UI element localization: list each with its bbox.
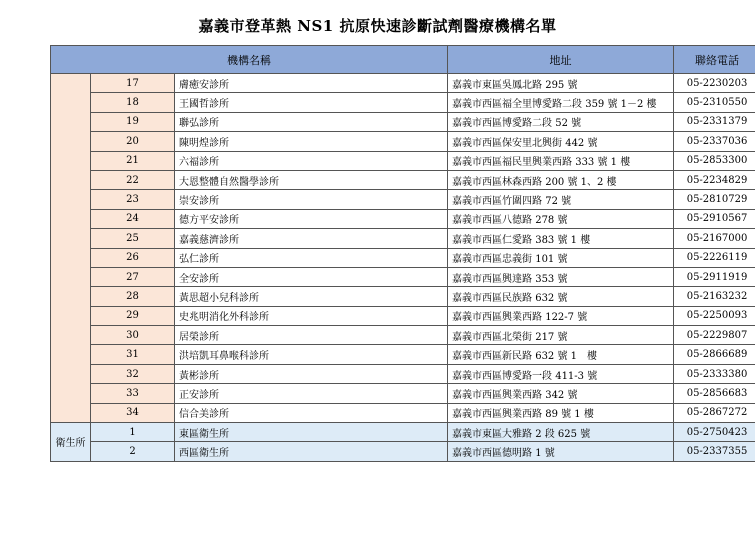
institution-address: 嘉義市西區德明路 1 號 (448, 442, 674, 461)
institution-name: 崇安診所 (175, 190, 448, 209)
row-number: 2 (91, 442, 175, 461)
institution-phone: 05-2333380 (674, 364, 755, 383)
row-number: 27 (91, 267, 175, 286)
institution-phone: 05-2167000 (674, 229, 755, 248)
table-row (51, 267, 755, 286)
table-row (51, 345, 755, 364)
institution-phone: 05-2856683 (674, 384, 755, 403)
row-number: 33 (91, 384, 175, 403)
table-body (51, 74, 755, 462)
row-number: 31 (91, 345, 175, 364)
row-number: 25 (91, 229, 175, 248)
institution-phone: 05-2229807 (674, 326, 755, 345)
institution-phone: 05-2230203 (674, 74, 755, 93)
row-number: 28 (91, 287, 175, 306)
institution-phone: 05-2331379 (674, 112, 755, 131)
table-row (51, 442, 755, 461)
table-row (51, 364, 755, 383)
institution-phone: 05-2163232 (674, 287, 755, 306)
institution-address: 嘉義市西區北榮街 217 號 (448, 326, 674, 345)
table-row (51, 229, 755, 248)
institution-name: 東區衛生所 (175, 423, 448, 442)
institution-name: 洪培凱耳鼻喉科診所 (175, 345, 448, 364)
institution-name: 大恩整體自然醫學診所 (175, 170, 448, 189)
table-row (51, 112, 755, 131)
table-row (51, 74, 755, 93)
row-number: 24 (91, 209, 175, 228)
institution-address: 嘉義市西區興業西路 89 號 1 樓 (448, 403, 674, 422)
row-number: 29 (91, 306, 175, 325)
institution-address: 嘉義市東區吳鳳北路 295 號 (448, 74, 674, 93)
table-row (51, 384, 755, 403)
row-number: 32 (91, 364, 175, 383)
institution-name: 王國哲診所 (175, 93, 448, 112)
table-row (51, 287, 755, 306)
table-row (51, 403, 755, 422)
institution-address: 嘉義市西區保安里北興街 442 號 (448, 132, 674, 151)
institution-phone: 05-2750423 (674, 423, 755, 442)
table-row (51, 326, 755, 345)
institution-address: 嘉義市西區林森西路 200 號 1、2 樓 (448, 170, 674, 189)
row-number: 34 (91, 403, 175, 422)
row-number: 19 (91, 112, 175, 131)
clinic-group-cell (51, 74, 91, 423)
institution-address: 嘉義市西區福民里興業西路 333 號 1 樓 (448, 151, 674, 170)
table-row (51, 306, 755, 325)
institution-name: 正安診所 (175, 384, 448, 403)
table-row (51, 248, 755, 267)
row-number: 21 (91, 151, 175, 170)
institution-name: 黃思超小兒科診所 (175, 287, 448, 306)
row-number: 18 (91, 93, 175, 112)
institution-name: 陳明煌診所 (175, 132, 448, 151)
institution-phone: 05-2866689 (674, 345, 755, 364)
institution-address: 嘉義市西區忠義街 101 號 (448, 248, 674, 267)
table-row (51, 151, 755, 170)
health-group-label: 衛生所 (51, 423, 91, 462)
table-row (51, 132, 755, 151)
institution-name: 黃彬診所 (175, 364, 448, 383)
table-row (51, 190, 755, 209)
institution-address: 嘉義市東區大雅路 2 段 625 號 (448, 423, 674, 442)
institution-name: 嘉義慈濟診所 (175, 229, 448, 248)
header-address: 地址 (448, 46, 674, 74)
institution-name: 膚癒安診所 (175, 74, 448, 93)
institution-name: 六福診所 (175, 151, 448, 170)
institution-phone: 05-2810729 (674, 190, 755, 209)
institution-address: 嘉義市西區博愛路二段 52 號 (448, 112, 674, 131)
institution-address: 嘉義市西區博愛路一段 411-3 號 (448, 364, 674, 383)
institution-address: 嘉義市西區興業西路 122-7 號 (448, 306, 674, 325)
institution-address: 嘉義市西區興達路 353 號 (448, 267, 674, 286)
institution-name: 西區衛生所 (175, 442, 448, 461)
document-title: 嘉義市登革熱 NS1 抗原快速診斷試劑醫療機構名單 (198, 17, 557, 35)
table-row (51, 93, 755, 112)
row-number: 23 (91, 190, 175, 209)
row-number: 26 (91, 248, 175, 267)
institution-phone: 05-2337036 (674, 132, 755, 151)
institution-phone: 05-2250093 (674, 306, 755, 325)
institution-address: 嘉義市西區新民路 632 號 1 樓 (448, 345, 674, 364)
institution-address: 嘉義市西區八德路 278 號 (448, 209, 674, 228)
table-row (51, 423, 755, 442)
institution-name: 居榮診所 (175, 326, 448, 345)
table-header-row (51, 46, 755, 74)
table-row (51, 209, 755, 228)
institution-name: 弘仁診所 (175, 248, 448, 267)
institution-phone: 05-2910567 (674, 209, 755, 228)
institution-name: 德方平安診所 (175, 209, 448, 228)
institution-phone: 05-2853300 (674, 151, 755, 170)
institution-phone: 05-2911919 (674, 267, 755, 286)
row-number: 20 (91, 132, 175, 151)
header-phone: 聯絡電話 (674, 46, 755, 74)
institution-table (50, 45, 755, 462)
row-number: 22 (91, 170, 175, 189)
institution-phone: 05-2337355 (674, 442, 755, 461)
row-number: 17 (91, 74, 175, 93)
institution-address: 嘉義市西區興業西路 342 號 (448, 384, 674, 403)
institution-phone: 05-2310550 (674, 93, 755, 112)
institution-address: 嘉義市西區竹圍四路 72 號 (448, 190, 674, 209)
institution-address: 嘉義市西區仁愛路 383 號 1 樓 (448, 229, 674, 248)
institution-name: 信合美診所 (175, 403, 448, 422)
table-row (51, 170, 755, 189)
institution-phone: 05-2226119 (674, 248, 755, 267)
institution-phone: 05-2234829 (674, 170, 755, 189)
institution-name: 聯弘診所 (175, 112, 448, 131)
row-number: 30 (91, 326, 175, 345)
institution-name: 史兆明消化外科診所 (175, 306, 448, 325)
institution-address: 嘉義市西區福全里博愛路二段 359 號 1－2 樓 (448, 93, 674, 112)
institution-phone: 05-2867272 (674, 403, 755, 422)
institution-name: 全安診所 (175, 267, 448, 286)
institution-address: 嘉義市西區民族路 632 號 (448, 287, 674, 306)
row-number: 1 (91, 423, 175, 442)
header-institution-name: 機構名稱 (51, 46, 448, 74)
